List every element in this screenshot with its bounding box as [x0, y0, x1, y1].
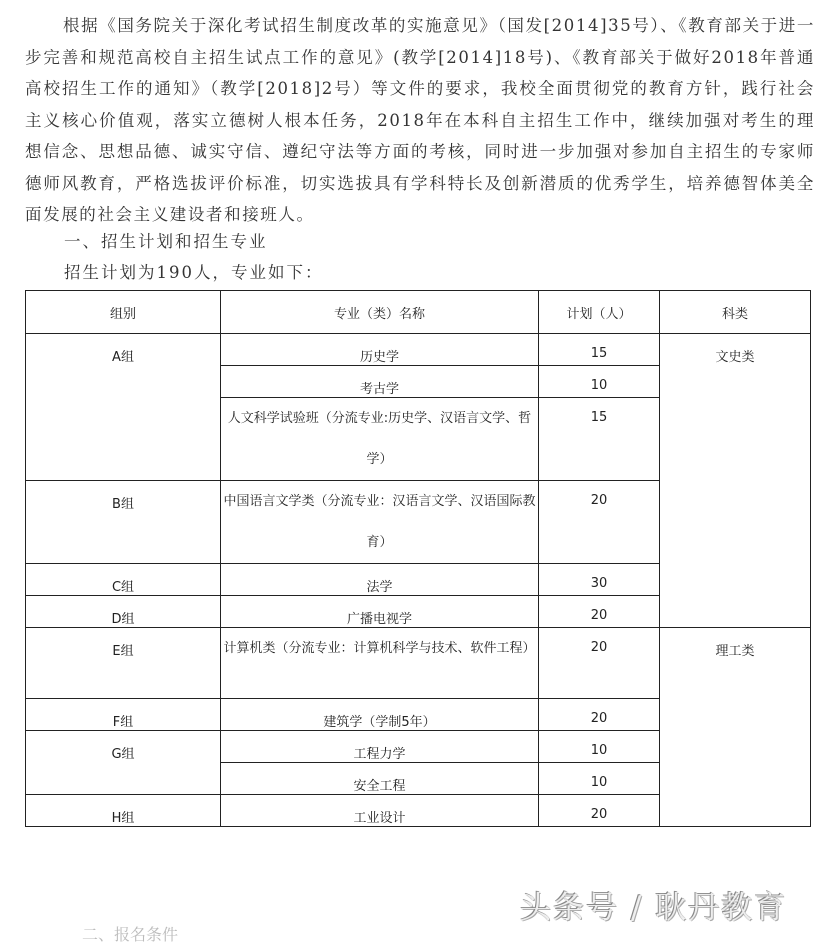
header-group: 组别	[26, 291, 221, 334]
group-cell: D组	[26, 596, 221, 628]
table-header-row	[26, 291, 811, 334]
major-cell: 工程力学	[221, 731, 539, 763]
group-cell: C组	[26, 564, 221, 596]
header-major: 专业（类）名称	[221, 291, 539, 334]
major-cell: 计算机类（分流专业：计算机科学与技术、软件工程）	[221, 628, 539, 699]
major-cell: 历史学	[221, 334, 539, 366]
group-cell: B组	[26, 481, 221, 564]
plan-cell: 10	[539, 763, 660, 795]
group-cell: F组	[26, 699, 221, 731]
plan-summary: 招生计划为190人，专业如下：	[64, 263, 324, 282]
plan-cell: 20	[539, 699, 660, 731]
major-cell: 安全工程	[221, 763, 539, 795]
plan-cell: 20	[539, 481, 660, 564]
category-cell: 文史类	[660, 334, 811, 628]
plan-cell: 15	[539, 398, 660, 481]
header-category: 科类	[660, 291, 811, 334]
intro-paragraph: 根据《国务院关于深化考试招生制度改革的实施意见》（国发[2014]35号）、《教育部关于进一步完善和规范高校自主招生试点工作的意见》(教学[2014]18号)、《教育部关于做好2018年普通高校招生工作的通知》（教学[2018]2号）等文件的要求，我校全面贯彻党的教育方针，践行社会主义核心价值观，落实立德树人根本任务，2018年在本科自主招生工作中，继续加强对考生的理想信念、思想品德、诚实守信、遵纪守法等方面的考核，同时进一步加强对参加自主招生的专家师德师风教育，严格选拔评价标准，切实选拔具有学科特长及创新潜质的优秀学生，培养德智体美全面发展的社会主义建设者和接班人。	[25, 16, 815, 224]
major-cell: 法学	[221, 564, 539, 596]
major-cell: 广播电视学	[221, 596, 539, 628]
major-cell: 建筑学（学制5年）	[221, 699, 539, 731]
major-cell: 中国语言文学类（分流专业：汉语言文学、汉语国际教育）	[221, 481, 539, 564]
plan-cell: 10	[539, 366, 660, 398]
major-cell: 考古学	[221, 366, 539, 398]
group-cell: H组	[26, 795, 221, 827]
plan-cell: 20	[539, 795, 660, 827]
group-cell: A组	[26, 334, 221, 481]
category-cell: 理工类	[660, 628, 811, 827]
group-cell: G组	[26, 731, 221, 795]
watermark: 头条号 / 耿丹教育	[520, 890, 788, 926]
table-row	[26, 628, 811, 699]
enrollment-plan-table	[25, 290, 811, 827]
header-plan: 计划（人）	[539, 291, 660, 334]
next-section-heading-cutoff: 二、报名条件	[82, 925, 179, 944]
group-cell: E组	[26, 628, 221, 699]
plan-cell: 20	[539, 628, 660, 699]
section-heading: 一、招生计划和招生专业	[64, 232, 268, 251]
plan-cell: 10	[539, 731, 660, 763]
plan-cell: 15	[539, 334, 660, 366]
major-cell: 人文科学试验班（分流专业:历史学、汉语言文学、哲学）	[221, 398, 539, 481]
table-row	[26, 334, 811, 366]
plan-cell: 20	[539, 596, 660, 628]
plan-cell: 30	[539, 564, 660, 596]
major-cell: 工业设计	[221, 795, 539, 827]
